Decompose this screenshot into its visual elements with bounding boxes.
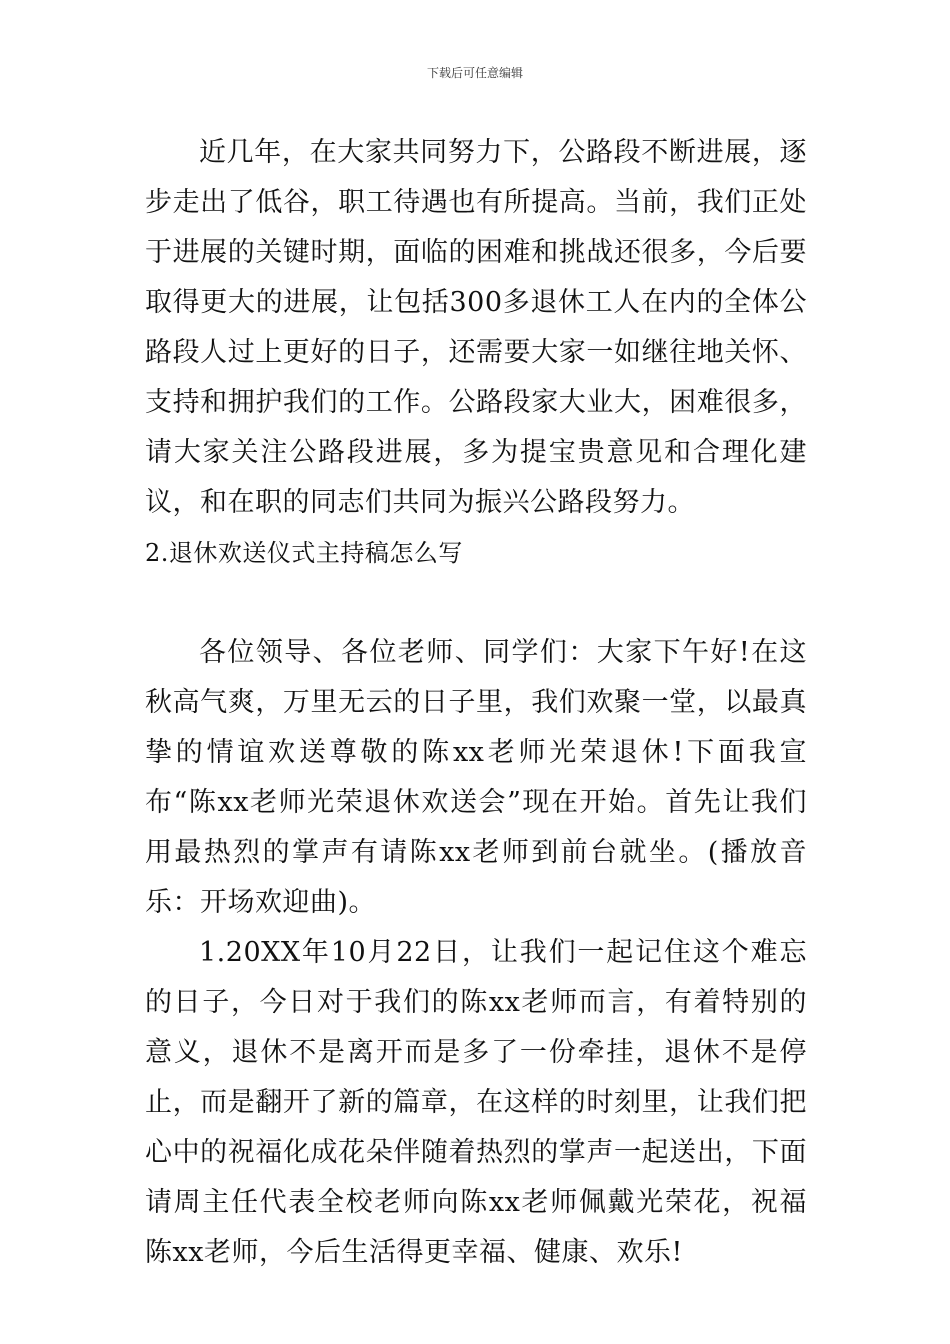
paragraph-1: 近几年，在大家共同努力下，公路段不断进展，逐步走出了低谷，职工待遇也有所提高。当前，我们正处于进展的关键时期，面临的困难和挑战还很多，今后要取得更大的进展，让包括300多退休工人在内的全体公路段人过上更好的日子，还需要大家一如继往地关怀、支持和拥护我们的工作。公路段家大业大，困难很多，请大家关注公路段进展，多为提宝贵意见和合理化建议，和在职的同志们共同为振兴公路段努力。 — [145, 137, 807, 518]
section-heading-2: 2.退休欢送仪式主持稿怎么写 — [145, 539, 463, 567]
document-body — [145, 128, 807, 1278]
paragraph-2: 各位领导、各位老师、同学们：大家下午好!在这秋高气爽，万里无云的日子里，我们欢聚一堂，以最真挚的情谊欢送尊敬的陈xx老师光荣退休!下面我宣布“陈xx老师光荣退休欢送会”现在开始。首先让我们用最热烈的掌声有请陈xx老师到前台就坐。(播放音乐：开场欢迎曲)。 — [145, 637, 807, 918]
spacer — [145, 578, 807, 628]
paragraph-3: 1.20XX年10月22日，让我们一起记住这个难忘的日子，今日对于我们的陈xx老师而言，有着特别的意义，退休不是离开而是多了一份牵挂，退休不是停止，而是翻开了新的篇章，在这样的时刻里，让我们把心中的祝福化成花朵伴随着热烈的掌声一起送出，下面请周主任代表全校老师向陈xx老师佩戴光荣花，祝福陈xx老师，今后生活得更幸福、健康、欢乐! — [145, 937, 807, 1268]
header-note: 下载后可任意编辑 — [426, 66, 523, 80]
